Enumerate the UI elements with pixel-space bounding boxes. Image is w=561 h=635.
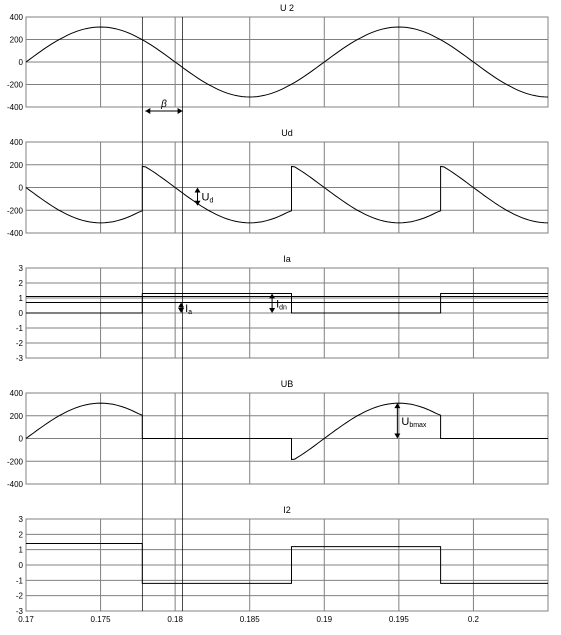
y-tick-label: 0 [18, 58, 23, 67]
arrow-head [145, 108, 150, 114]
panel-3 [16, 254, 548, 363]
y-tick-label: -1 [15, 576, 23, 586]
y-tick-label: 200 [9, 411, 23, 421]
panel-title: Ia [283, 254, 291, 264]
panel-2 [7, 128, 548, 238]
y-tick-label: 400 [9, 13, 23, 22]
arrow-head [269, 308, 275, 313]
x-tick-label: 0.195 [388, 615, 409, 624]
y-tick-label: 200 [9, 35, 23, 45]
y-tick-label: -3 [15, 354, 23, 363]
y-tick-label: 0 [18, 561, 23, 570]
y-tick-label: -1 [15, 324, 23, 333]
arrow-head [269, 294, 275, 299]
y-tick-label: -200 [6, 206, 23, 216]
y-tick-label: 3 [18, 515, 23, 524]
y-tick-label: 3 [18, 264, 23, 273]
y-tick-label: -200 [6, 457, 23, 467]
y-tick-label: 400 [9, 389, 23, 398]
panel-title: U 2 [279, 3, 295, 13]
y-tick-label: 0 [18, 183, 23, 193]
series-line [26, 403, 548, 459]
arrow-head [195, 188, 201, 193]
x-tick-label: 0.2 [467, 615, 479, 624]
y-tick-label: 1 [18, 545, 23, 555]
panel-title: UB [280, 379, 294, 389]
panel-4 [7, 379, 548, 489]
y-tick-label: 2 [18, 530, 23, 540]
annotation-label: Idn [276, 298, 287, 312]
y-tick-label: -2 [15, 591, 23, 601]
y-tick-label: -3 [15, 607, 23, 616]
x-tick-label: 0.17 [18, 615, 34, 624]
y-tick-label: -200 [6, 80, 23, 90]
annotation-label: Ubmax [401, 415, 427, 429]
panel-title: Ud [281, 128, 293, 138]
y-tick-label: 200 [9, 160, 23, 170]
arrow-head [178, 108, 183, 114]
series-line [26, 167, 548, 223]
x-tick-label: 0.18 [167, 615, 183, 624]
panel-5 [16, 505, 548, 624]
annotation-label: Ia [185, 302, 193, 316]
panel-title: I2 [283, 505, 291, 515]
arrow-head [178, 303, 184, 308]
annotation-label: Ud [201, 191, 214, 205]
y-tick-label: 0 [18, 309, 23, 318]
panel-1 [7, 3, 548, 114]
annotation-label: β [161, 99, 167, 110]
y-tick-label: 400 [9, 138, 23, 147]
y-tick-label: -400 [6, 103, 23, 112]
y-tick-label: 1 [18, 294, 23, 303]
arrow-head [394, 434, 400, 439]
y-tick-label: -2 [15, 339, 23, 348]
y-tick-label: -400 [6, 229, 23, 238]
y-tick-label: 2 [18, 279, 23, 288]
x-tick-label: 0.19 [316, 615, 333, 624]
arrow-head [394, 403, 400, 408]
y-tick-label: 0 [18, 434, 23, 444]
arrow-head [178, 308, 184, 313]
y-tick-label: -400 [6, 480, 23, 489]
x-tick-label: 0.185 [239, 615, 260, 624]
x-tick-label: 0.175 [90, 615, 111, 624]
